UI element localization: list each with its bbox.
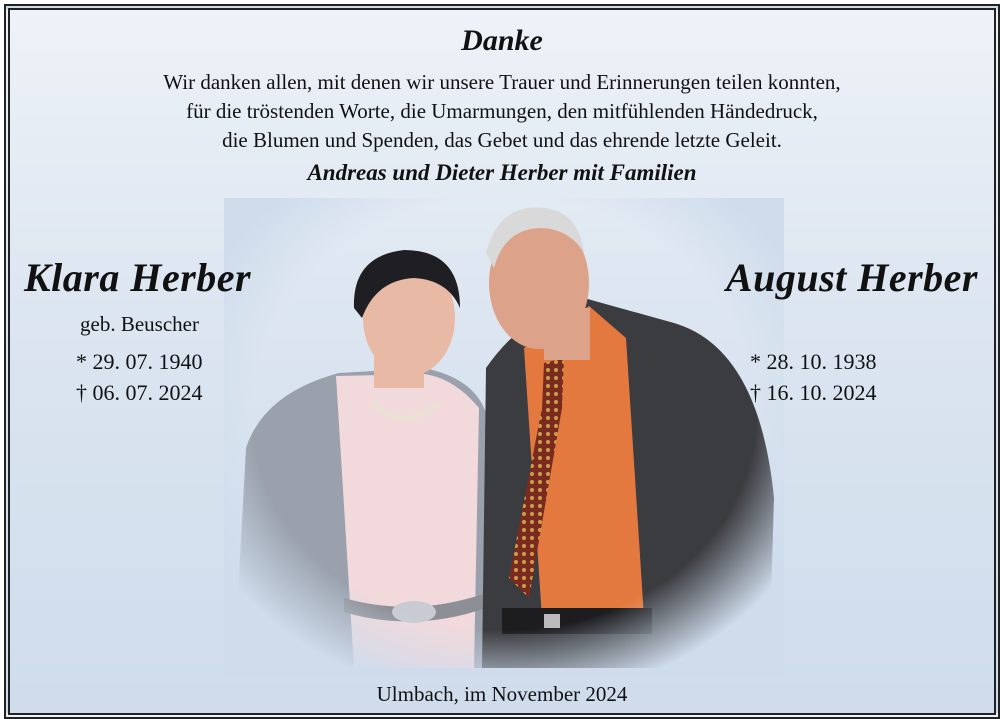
thanks-line: für die tröstenden Worte, die Umarmungen, den mitfühlenden Händedruck, (186, 99, 818, 123)
families-signature: Andreas und Dieter Herber mit Familien (307, 160, 697, 185)
left-person-dates (76, 346, 203, 408)
left-person-name: Klara Herber (24, 255, 252, 300)
left-person-died: † 06. 07. 2024 (76, 380, 203, 405)
left-person-born: * 29. 07. 1940 (76, 349, 203, 374)
heading: Danke (461, 24, 543, 57)
right-person-name: August Herber (725, 255, 978, 300)
left-person-birth-name: geb. Beuscher (80, 312, 199, 336)
thanks-line: Wir danken allen, mit denen wir unsere Trauer und Erinnerungen teilen konnten, (163, 70, 841, 94)
right-person-dates (750, 346, 877, 408)
obituary-notice (4, 4, 1000, 719)
couple-photo (224, 198, 784, 678)
right-person-born: * 28. 10. 1938 (750, 349, 877, 374)
right-person-died: † 16. 10. 2024 (750, 380, 877, 405)
thanks-line: die Blumen und Spenden, das Gebet und das ehrende letzte Geleit. (222, 128, 782, 152)
thanks-text (10, 68, 994, 155)
place-date: Ulmbach, im November 2024 (376, 682, 628, 706)
